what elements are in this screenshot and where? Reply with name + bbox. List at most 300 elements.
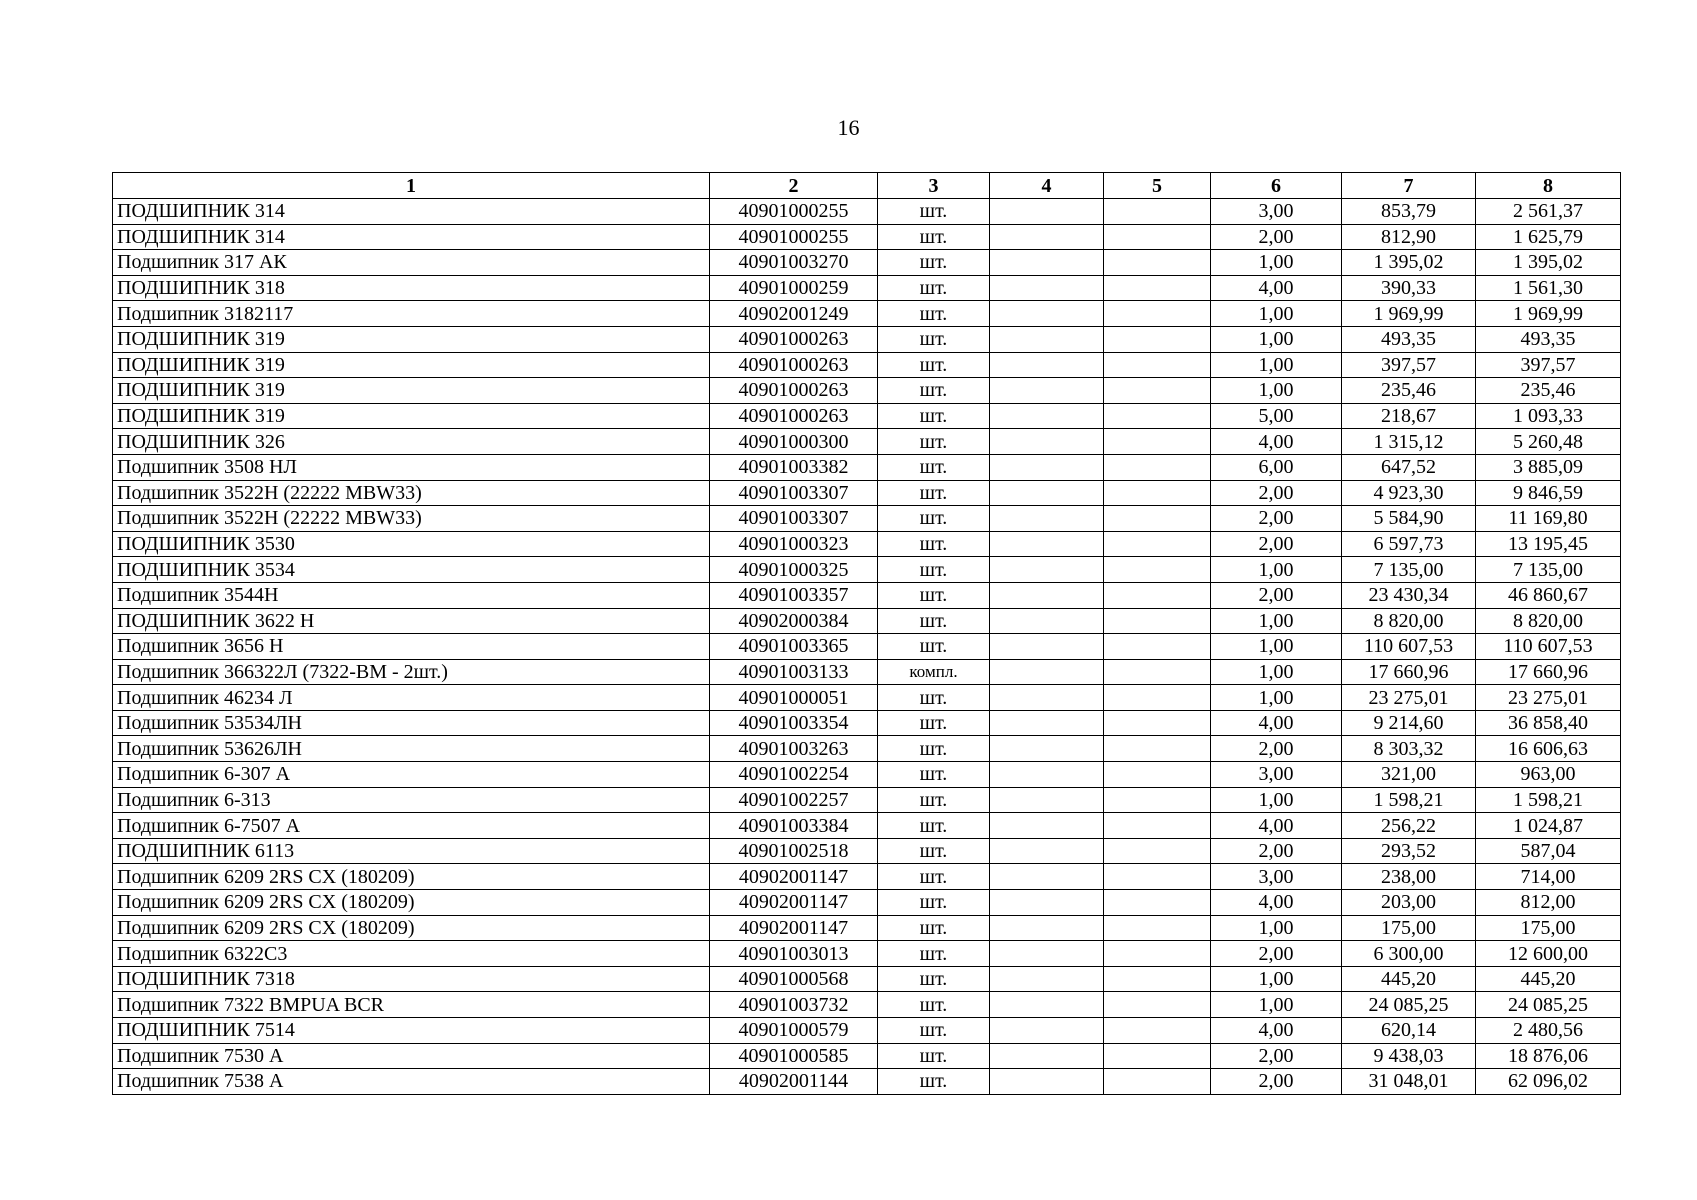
table-cell-col-2: 40901002254 [710,762,878,788]
table-cell-col-1: Подшипник 6-313 [113,787,710,813]
table-cell-col-5 [1104,454,1211,480]
table-cell-col-3: шт. [878,864,990,890]
table-cell-col-2: 40901003133 [710,659,878,685]
table-cell-col-4 [990,915,1104,941]
table-cell-col-3: шт. [878,301,990,327]
table-cell-col-6: 1,00 [1211,378,1342,404]
table-cell-col-4 [990,378,1104,404]
table-cell-col-7: 1 598,21 [1342,787,1476,813]
table-cell-col-3: шт. [878,634,990,660]
table-cell-col-8: 2 480,56 [1476,1018,1621,1044]
table-row [113,429,1621,455]
table-row [113,838,1621,864]
table-cell-col-6: 1,00 [1211,608,1342,634]
table-cell-col-2: 40901000263 [710,352,878,378]
table-cell-col-8: 1 969,99 [1476,301,1621,327]
table-cell-col-1: Подшипник 3522Н (22222 MBW33) [113,480,710,506]
table-cell-col-7: 620,14 [1342,1018,1476,1044]
table-cell-col-2: 40901003307 [710,480,878,506]
table-cell-col-1: Подшипник 366322Л (7322-ВМ - 2шт.) [113,659,710,685]
table-cell-col-2: 40901000259 [710,275,878,301]
table-cell-col-3: шт. [878,352,990,378]
table-cell-col-4 [990,992,1104,1018]
table-cell-col-4 [990,557,1104,583]
table-cell-col-7: 203,00 [1342,890,1476,916]
table-cell-col-2: 40901003354 [710,710,878,736]
table-cell-col-3: шт. [878,1043,990,1069]
table-cell-col-6: 1,00 [1211,915,1342,941]
table-cell-col-8: 8 820,00 [1476,608,1621,634]
table-cell-col-3: шт. [878,1018,990,1044]
table-cell-col-1: Подшипник 3522Н (22222 MBW33) [113,506,710,532]
table-cell-col-3: шт. [878,736,990,762]
table-cell-col-2: 40901003382 [710,454,878,480]
table-cell-col-4 [990,199,1104,225]
table-row [113,557,1621,583]
table-cell-col-4 [990,301,1104,327]
table-cell-col-8: 13 195,45 [1476,531,1621,557]
table-cell-col-4 [990,1069,1104,1095]
table-cell-col-1: ПОДШИПНИК 319 [113,403,710,429]
table-cell-col-8: 963,00 [1476,762,1621,788]
table-cell-col-1: Подшипник 53534ЛН [113,710,710,736]
table-cell-col-8: 1 598,21 [1476,787,1621,813]
table-cell-col-5 [1104,301,1211,327]
table-cell-col-1: ПОДШИПНИК 319 [113,326,710,352]
table-cell-col-8: 1 395,02 [1476,250,1621,276]
table-cell-col-4 [990,941,1104,967]
table-cell-col-2: 40901003732 [710,992,878,1018]
table-cell-col-7: 853,79 [1342,199,1476,225]
table-cell-col-2: 40901002518 [710,838,878,864]
column-header: 4 [990,173,1104,199]
table-cell-col-8: 110 607,53 [1476,634,1621,660]
table-cell-col-7: 390,33 [1342,275,1476,301]
table-cell-col-7: 9 438,03 [1342,1043,1476,1069]
table-cell-col-5 [1104,531,1211,557]
table-cell-col-2: 40902001147 [710,915,878,941]
table-cell-col-1: Подшипник 6209 2RS CX (180209) [113,915,710,941]
table-cell-col-8: 587,04 [1476,838,1621,864]
table-cell-col-8: 9 846,59 [1476,480,1621,506]
table-cell-col-3: шт. [878,915,990,941]
table-cell-col-3: шт. [878,813,990,839]
table-cell-col-2: 40901000255 [710,224,878,250]
table-cell-col-8: 23 275,01 [1476,685,1621,711]
table-cell-col-8: 235,46 [1476,378,1621,404]
table-cell-col-6: 1,00 [1211,250,1342,276]
table-cell-col-8: 1 093,33 [1476,403,1621,429]
table-cell-col-8: 445,20 [1476,966,1621,992]
table-cell-col-6: 2,00 [1211,941,1342,967]
table-cell-col-5 [1104,403,1211,429]
table-cell-col-6: 1,00 [1211,326,1342,352]
table-row [113,326,1621,352]
table-cell-col-3: шт. [878,224,990,250]
table-cell-col-2: 40901003013 [710,941,878,967]
table-cell-col-6: 3,00 [1211,762,1342,788]
table-cell-col-5 [1104,352,1211,378]
table-cell-col-5 [1104,1018,1211,1044]
table-cell-col-7: 445,20 [1342,966,1476,992]
column-header: 2 [710,173,878,199]
table-cell-col-3: компл. [878,659,990,685]
table-cell-col-2: 40901000255 [710,199,878,225]
table-cell-col-4 [990,685,1104,711]
table-cell-col-5 [1104,966,1211,992]
table-cell-col-1: Подшипник 6-307 А [113,762,710,788]
table-cell-col-6: 2,00 [1211,480,1342,506]
table-cell-col-2: 40901003384 [710,813,878,839]
table-row [113,531,1621,557]
table-cell-col-4 [990,403,1104,429]
table-cell-col-8: 16 606,63 [1476,736,1621,762]
table-row [113,454,1621,480]
table-cell-col-4 [990,429,1104,455]
table-cell-col-4 [990,813,1104,839]
table-cell-col-4 [990,864,1104,890]
table-cell-col-8: 1 561,30 [1476,275,1621,301]
table-cell-col-6: 1,00 [1211,685,1342,711]
table-cell-col-7: 493,35 [1342,326,1476,352]
table-cell-col-7: 218,67 [1342,403,1476,429]
table-row [113,1069,1621,1095]
table-cell-col-3: шт. [878,685,990,711]
table-cell-col-3: шт. [878,403,990,429]
table-cell-col-1: ПОДШИПНИК 314 [113,199,710,225]
table-cell-col-5 [1104,378,1211,404]
table-cell-col-7: 647,52 [1342,454,1476,480]
table-cell-col-8: 1 024,87 [1476,813,1621,839]
table-cell-col-7: 24 085,25 [1342,992,1476,1018]
table-cell-col-3: шт. [878,941,990,967]
table-cell-col-2: 40901003263 [710,736,878,762]
table-cell-col-6: 2,00 [1211,1069,1342,1095]
table-cell-col-4 [990,454,1104,480]
table-cell-col-5 [1104,659,1211,685]
table-cell-col-2: 40902001144 [710,1069,878,1095]
table-cell-col-8: 36 858,40 [1476,710,1621,736]
table-cell-col-5 [1104,941,1211,967]
table-cell-col-4 [990,710,1104,736]
column-header: 7 [1342,173,1476,199]
table-cell-col-5 [1104,557,1211,583]
page-number: 16 [837,115,860,140]
table-cell-col-4 [990,582,1104,608]
table-cell-col-5 [1104,224,1211,250]
table-cell-col-8: 812,00 [1476,890,1621,916]
table-cell-col-3: шт. [878,787,990,813]
table-cell-col-8: 24 085,25 [1476,992,1621,1018]
table-row [113,941,1621,967]
table-row [113,813,1621,839]
table-cell-col-5 [1104,199,1211,225]
table-cell-col-2: 40901000300 [710,429,878,455]
table-cell-col-1: Подшипник 6-7507 А [113,813,710,839]
table-cell-col-1: ПОДШИПНИК 3530 [113,531,710,557]
table-row [113,992,1621,1018]
table-row [113,915,1621,941]
table-cell-col-6: 6,00 [1211,454,1342,480]
table-row [113,378,1621,404]
inventory-table [112,172,1621,1095]
table-row [113,608,1621,634]
table-cell-col-7: 7 135,00 [1342,557,1476,583]
table-cell-col-2: 40901003365 [710,634,878,660]
table-cell-col-6: 4,00 [1211,890,1342,916]
table-cell-col-1: Подшипник 6209 2RS CX (180209) [113,864,710,890]
table-cell-col-3: шт. [878,557,990,583]
table-cell-col-3: шт. [878,480,990,506]
table-cell-col-2: 40901000051 [710,685,878,711]
table-cell-col-2: 40901000263 [710,378,878,404]
table-cell-col-5 [1104,582,1211,608]
table-cell-col-7: 5 584,90 [1342,506,1476,532]
table-cell-col-5 [1104,838,1211,864]
table-cell-col-7: 293,52 [1342,838,1476,864]
table-row [113,1018,1621,1044]
table-cell-col-4 [990,275,1104,301]
table-cell-col-5 [1104,429,1211,455]
table-cell-col-5 [1104,634,1211,660]
table-row [113,403,1621,429]
table-cell-col-1: ПОДШИПНИК 326 [113,429,710,455]
table-cell-col-3: шт. [878,992,990,1018]
table-cell-col-5 [1104,915,1211,941]
table-cell-col-6: 2,00 [1211,582,1342,608]
table-cell-col-1: Подшипник 3544Н [113,582,710,608]
table-cell-col-3: шт. [878,966,990,992]
table-cell-col-4 [990,608,1104,634]
table-cell-col-1: Подшипник 3508 НЛ [113,454,710,480]
table-row [113,710,1621,736]
table-cell-col-2: 40901002257 [710,787,878,813]
table-cell-col-5 [1104,992,1211,1018]
table-cell-col-2: 40901000579 [710,1018,878,1044]
table-cell-col-1: ПОДШИПНИК 319 [113,352,710,378]
table-cell-col-6: 1,00 [1211,352,1342,378]
table-cell-col-6: 2,00 [1211,506,1342,532]
table-cell-col-3: шт. [878,582,990,608]
table-cell-col-7: 8 820,00 [1342,608,1476,634]
column-header: 3 [878,173,990,199]
table-cell-col-2: 40902001147 [710,890,878,916]
table-cell-col-1: Подшипник 7538 А [113,1069,710,1095]
table-cell-col-5 [1104,762,1211,788]
table-cell-col-2: 40902000384 [710,608,878,634]
table-row [113,352,1621,378]
table-cell-col-7: 397,57 [1342,352,1476,378]
table-cell-col-1: ПОДШИПНИК 3622 Н [113,608,710,634]
table-cell-col-1: Подшипник 53626ЛН [113,736,710,762]
table-cell-col-6: 1,00 [1211,634,1342,660]
table-cell-col-4 [990,634,1104,660]
table-cell-col-5 [1104,275,1211,301]
table-cell-col-7: 256,22 [1342,813,1476,839]
table-cell-col-3: шт. [878,429,990,455]
table-cell-col-3: шт. [878,199,990,225]
table-cell-col-3: шт. [878,454,990,480]
table-cell-col-5 [1104,250,1211,276]
table-cell-col-5 [1104,736,1211,762]
column-header: 8 [1476,173,1621,199]
table-cell-col-7: 110 607,53 [1342,634,1476,660]
table-cell-col-4 [990,250,1104,276]
table-cell-col-7: 175,00 [1342,915,1476,941]
table-cell-col-6: 1,00 [1211,787,1342,813]
table-cell-col-6: 4,00 [1211,275,1342,301]
table-cell-col-4 [990,736,1104,762]
table-cell-col-1: ПОДШИПНИК 314 [113,224,710,250]
table-cell-col-7: 9 214,60 [1342,710,1476,736]
table-row [113,685,1621,711]
table-cell-col-6: 1,00 [1211,966,1342,992]
table-cell-col-4 [990,966,1104,992]
table-cell-col-2: 40902001249 [710,301,878,327]
table-cell-col-5 [1104,864,1211,890]
table-cell-col-7: 17 660,96 [1342,659,1476,685]
table-cell-col-6: 2,00 [1211,1043,1342,1069]
table-cell-col-5 [1104,326,1211,352]
table-cell-col-2: 40901000585 [710,1043,878,1069]
table-row [113,864,1621,890]
table-cell-col-5 [1104,506,1211,532]
table-cell-col-1: ПОДШИПНИК 318 [113,275,710,301]
table-row [113,762,1621,788]
table-cell-col-3: шт. [878,326,990,352]
table-cell-col-7: 4 923,30 [1342,480,1476,506]
table-cell-col-8: 62 096,02 [1476,1069,1621,1095]
table-cell-col-4 [990,506,1104,532]
table-cell-col-1: Подшипник 46234 Л [113,685,710,711]
table-row [113,1043,1621,1069]
table-cell-col-2: 40901000263 [710,326,878,352]
table-cell-col-8: 5 260,48 [1476,429,1621,455]
table-cell-col-7: 1 395,02 [1342,250,1476,276]
table-cell-col-4 [990,787,1104,813]
table-cell-col-8: 46 860,67 [1476,582,1621,608]
table-cell-col-7: 23 430,34 [1342,582,1476,608]
table-cell-col-3: шт. [878,275,990,301]
table-cell-col-3: шт. [878,250,990,276]
header-row [113,173,1621,199]
table-cell-col-1: ПОДШИПНИК 6113 [113,838,710,864]
column-header: 6 [1211,173,1342,199]
table-cell-col-7: 8 303,32 [1342,736,1476,762]
column-header: 1 [113,173,710,199]
table-cell-col-6: 5,00 [1211,403,1342,429]
table-cell-col-5 [1104,608,1211,634]
table-cell-col-8: 2 561,37 [1476,199,1621,225]
table-cell-col-4 [990,762,1104,788]
table-cell-col-6: 4,00 [1211,710,1342,736]
table-cell-col-3: шт. [878,890,990,916]
table-cell-col-3: шт. [878,506,990,532]
table-cell-col-1: Подшипник 3656 Н [113,634,710,660]
column-header: 5 [1104,173,1211,199]
table-cell-col-7: 31 048,01 [1342,1069,1476,1095]
table-cell-col-5 [1104,787,1211,813]
table-row [113,301,1621,327]
table-cell-col-6: 3,00 [1211,199,1342,225]
table-cell-col-7: 6 597,73 [1342,531,1476,557]
table-cell-col-2: 40902001147 [710,864,878,890]
table-cell-col-1: Подшипник 6209 2RS CX (180209) [113,890,710,916]
table-cell-col-1: Подшипник 317 АК [113,250,710,276]
table-cell-col-4 [990,659,1104,685]
table-cell-col-4 [990,326,1104,352]
table-cell-col-8: 3 885,09 [1476,454,1621,480]
table-cell-col-3: шт. [878,838,990,864]
table-cell-col-6: 1,00 [1211,659,1342,685]
table-cell-col-4 [990,838,1104,864]
table-cell-col-6: 2,00 [1211,224,1342,250]
table-cell-col-4 [990,1043,1104,1069]
table-cell-col-5 [1104,813,1211,839]
table-cell-col-1: ПОДШИПНИК 3534 [113,557,710,583]
table-row [113,736,1621,762]
table-cell-col-6: 4,00 [1211,813,1342,839]
table-cell-col-4 [990,224,1104,250]
table-cell-col-6: 2,00 [1211,838,1342,864]
table-cell-col-8: 12 600,00 [1476,941,1621,967]
table-cell-col-2: 40901000325 [710,557,878,583]
table-cell-col-1: ПОДШИПНИК 7514 [113,1018,710,1044]
table-cell-col-4 [990,890,1104,916]
table-cell-col-2: 40901003357 [710,582,878,608]
table-row [113,250,1621,276]
table-cell-col-1: Подшипник 3182117 [113,301,710,327]
table-cell-col-7: 1 315,12 [1342,429,1476,455]
table-cell-col-3: шт. [878,1069,990,1095]
table-cell-col-1: ПОДШИПНИК 7318 [113,966,710,992]
table-cell-col-6: 1,00 [1211,301,1342,327]
table-cell-col-8: 18 876,06 [1476,1043,1621,1069]
table-cell-col-8: 714,00 [1476,864,1621,890]
table-cell-col-6: 2,00 [1211,736,1342,762]
table-cell-col-6: 1,00 [1211,992,1342,1018]
table-row [113,480,1621,506]
table-cell-col-6: 4,00 [1211,1018,1342,1044]
table-cell-col-8: 397,57 [1476,352,1621,378]
table-cell-col-1: Подшипник 7530 А [113,1043,710,1069]
table-cell-col-4 [990,480,1104,506]
table-cell-col-2: 40901003270 [710,250,878,276]
table-row [113,634,1621,660]
table-row [113,275,1621,301]
table-cell-col-6: 3,00 [1211,864,1342,890]
table-cell-col-6: 1,00 [1211,557,1342,583]
table-cell-col-8: 11 169,80 [1476,506,1621,532]
table-row [113,966,1621,992]
table-cell-col-5 [1104,480,1211,506]
table-cell-col-7: 1 969,99 [1342,301,1476,327]
table-cell-col-5 [1104,1043,1211,1069]
table-row [113,224,1621,250]
table-cell-col-7: 321,00 [1342,762,1476,788]
table-cell-col-8: 1 625,79 [1476,224,1621,250]
table-cell-col-3: шт. [878,378,990,404]
table-cell-col-7: 235,46 [1342,378,1476,404]
table-row [113,199,1621,225]
table-row [113,890,1621,916]
table-cell-col-5 [1104,890,1211,916]
table-cell-col-6: 2,00 [1211,531,1342,557]
table-cell-col-2: 40901003307 [710,506,878,532]
table-cell-col-2: 40901000323 [710,531,878,557]
table-cell-col-3: шт. [878,710,990,736]
table-cell-col-3: шт. [878,762,990,788]
